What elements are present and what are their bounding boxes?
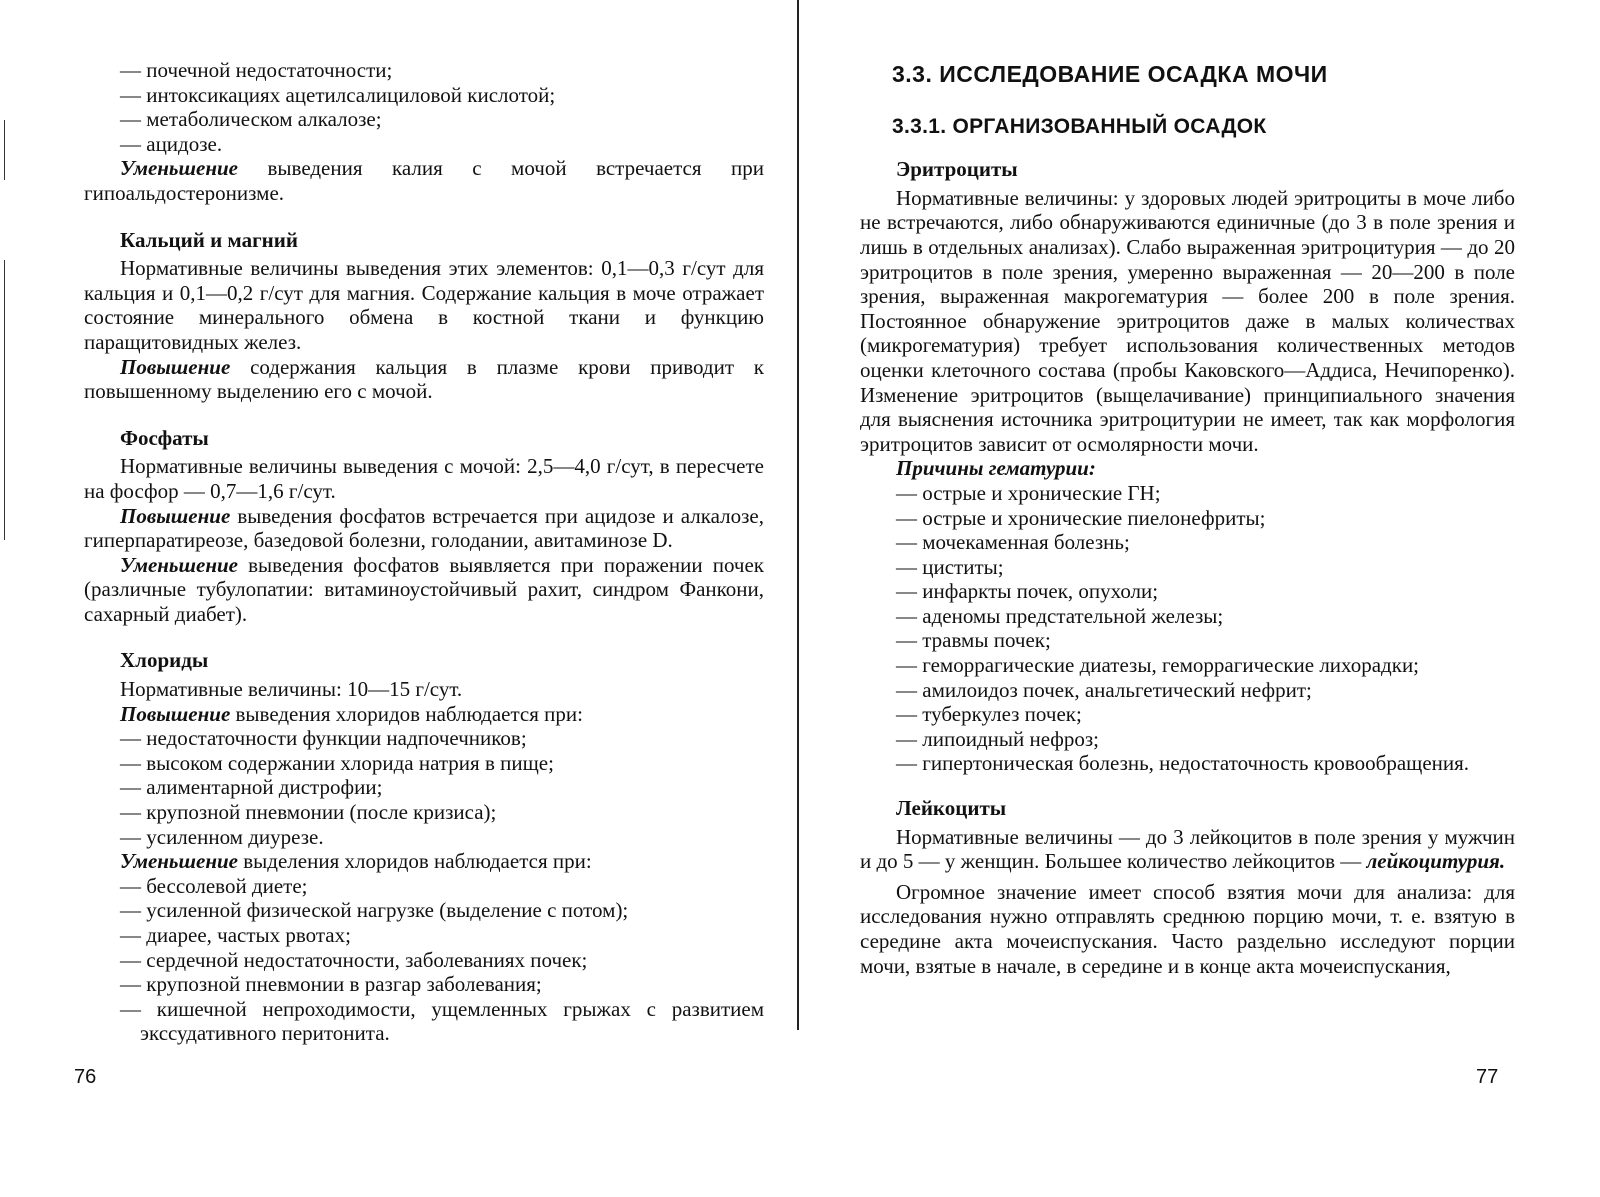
paragraph-text: выведения фосфатов выявляется при поражении почек (различные тубулопатии: витаминоустойчивый рахит, синдром Фанкони, сахарный диабет). <box>84 552 764 626</box>
emphasis: Уменьшение <box>120 849 239 874</box>
paragraph-chlorides-decrease <box>84 849 764 874</box>
list-item: — интоксикациях ацетилсалициловой кислотой; <box>120 82 556 107</box>
heading-chlorides: Хлориды <box>120 648 209 673</box>
list-item: — крупозной пневмонии в разгар заболевания; <box>120 972 542 997</box>
list-item: — острые и хронические ГН; <box>896 480 1161 505</box>
paragraph-text: выведения фосфатов встречается при ацидозе и алкалозе, гиперпаратиреозе, базедовой болезни, голодании, авитаминозе D. <box>84 503 764 553</box>
paragraph-text: Нормативные величины — до 3 лейкоцитов в поле зрения у мужчин и до 5 — у женщин. Большее количество лейкоцитов — <box>860 824 1515 874</box>
list-item: — крупозной пневмонии (после кризиса); <box>120 800 497 825</box>
heading-leukocytes: Лейкоциты <box>896 796 1007 821</box>
heading-erythrocytes: Эритроциты <box>896 157 1018 182</box>
emphasis: Повышение <box>120 354 231 379</box>
paragraph-calcium-norm: Нормативные величины выведения этих элементов: 0,1—0,3 г/сут для кальция и 0,1—0,2 г/сут для магния. Содержание кальция в моче отражает состояние минерального обмена в костной ткани и функцию паращитовидных желез. <box>84 256 764 354</box>
emphasis: Уменьшение <box>120 156 239 181</box>
list-item: — ацидозе. <box>120 131 223 156</box>
list-item: — метаболическом алкалозе; <box>120 107 382 132</box>
heading-hematuria-causes: Причины гематурии: <box>896 456 1096 481</box>
paragraph-phosphates-decrease <box>84 553 764 627</box>
list-item: — алиментарной дистрофии; <box>120 775 383 800</box>
paragraph-erythrocytes-norm: Нормативные величины: у здоровых людей эритроциты в моче либо не встречаются, либо обнаруживаются единичные (до 3 в поле зрения и лишь в отдельных анализах). Слабо выраженная эритроцитурия — до 20 эритроцитов в поле зрения, умеренно выраженная — 20—200 в поле зрения, выраженная макрогематурия — более 200 в поле зрения. Постоянное обнаружение эритроцитов даже в малых количествах (микрогематурия) требует использования количественных методов оценки клеточного состава (пробы Каковского—Аддиса, Нечипоренко). Изменение эритроцитов (выщелачивание) принципиального значения для выяснения источника эритроцитурии не имеет, так как морфология эритроцитов зависит от осмолярности мочи. <box>860 185 1515 456</box>
list-item: — кишечной непроходимости, ущемленных грыжах с развитием экссудативного перитонита. <box>120 996 764 1046</box>
list-item: — инфаркты почек, опухоли; <box>896 579 1159 604</box>
list-item: — геморрагические диатезы, геморрагические лихорадки; <box>896 653 1420 678</box>
list-item: — туберкулез почек; <box>896 702 1082 727</box>
heading-calcium: Кальций и магний <box>120 227 298 252</box>
section-title: 3.3. ИССЛЕДОВАНИЕ ОСАДКА МОЧИ <box>892 61 1328 87</box>
list-item: — мочекаменная болезнь; <box>896 530 1130 555</box>
heading-phosphates: Фосфаты <box>120 425 209 450</box>
emphasis: Повышение <box>120 503 231 528</box>
subsection-title: 3.3.1. ОРГАНИЗОВАННЫЙ ОСАДОК <box>892 114 1267 138</box>
list-item: — гипертоническая болезнь, недостаточность кровообращения. <box>896 751 1470 776</box>
page-number: 76 <box>74 1066 97 1088</box>
page-number: 77 <box>1476 1066 1499 1088</box>
list-item: — почечной недостаточности; <box>120 58 393 82</box>
list-item: — усиленном диурезе. <box>120 824 324 849</box>
paragraph-calcium-increase <box>84 355 764 404</box>
paragraph-leukocytes-norm <box>860 825 1515 874</box>
list-item: — бессолевой диете; <box>120 873 308 898</box>
paragraph-urine-sampling: Огромное значение имеет способ взятия мочи для анализа: для исследования нужно отправлять среднюю порцию мочи, т. е. взятую в середине акта мочеиспускания. Часто раздельно исследуют порции мочи, взятые в начале, в середине и в конце акта мочеиспускания, <box>860 879 1515 978</box>
list-item: — высоком содержании хлорида натрия в пище; <box>120 750 554 775</box>
list-item: — травмы почек; <box>896 628 1051 653</box>
list-item: — сердечной недостаточности, заболеваниях почек; <box>120 947 588 972</box>
paragraph-phosphates-increase <box>84 504 764 553</box>
emphasis: Уменьшение <box>120 552 239 577</box>
list-item: — острые и хронические пиелонефриты; <box>896 505 1266 530</box>
left-page-text <box>84 58 764 1046</box>
list-item: — аденомы предстательной железы; <box>896 603 1224 628</box>
list-item: — недостаточности функции надпочечников; <box>120 726 527 751</box>
list-item: — усиленной физической нагрузке (выделение с потом); <box>120 898 629 923</box>
paragraph-text: содержания кальция в плазме крови приводит к повышенному выделению его с мочой. <box>84 354 764 404</box>
paragraph-chlorides-increase <box>84 702 764 727</box>
paragraph-text: выведения хлоридов наблюдается при: <box>230 701 583 726</box>
emphasis: лейкоцитурия. <box>1366 849 1506 874</box>
emphasis: Повышение <box>120 701 231 726</box>
right-page <box>800 0 1600 1197</box>
list-item: — диарее, частых рвотах; <box>120 923 351 947</box>
list-item: — циститы; <box>896 554 1004 579</box>
paragraph-potassium-decrease <box>84 156 764 205</box>
list-item: — липоидный нефроз; <box>896 726 1100 751</box>
left-page <box>0 0 790 1197</box>
list-item: — амилоидоз почек, анальгетический нефрит; <box>896 677 1312 702</box>
paragraph-text: выделения хлоридов наблюдается при: <box>238 849 592 874</box>
paragraph-phosphates-norm: Нормативные величины выведения с мочой: 2,5—4,0 г/сут, в пересчете на фосфор — 0,7—1,6 г/сут. <box>84 454 764 503</box>
right-page-text <box>860 58 1515 978</box>
book-spine <box>797 0 799 1030</box>
paragraph-text: выведения калия с мочой встречается при гипоальдостеронизме. <box>84 156 764 205</box>
paragraph-chlorides-norm: Нормативные величины: 10—15 г/сут. <box>120 677 463 702</box>
